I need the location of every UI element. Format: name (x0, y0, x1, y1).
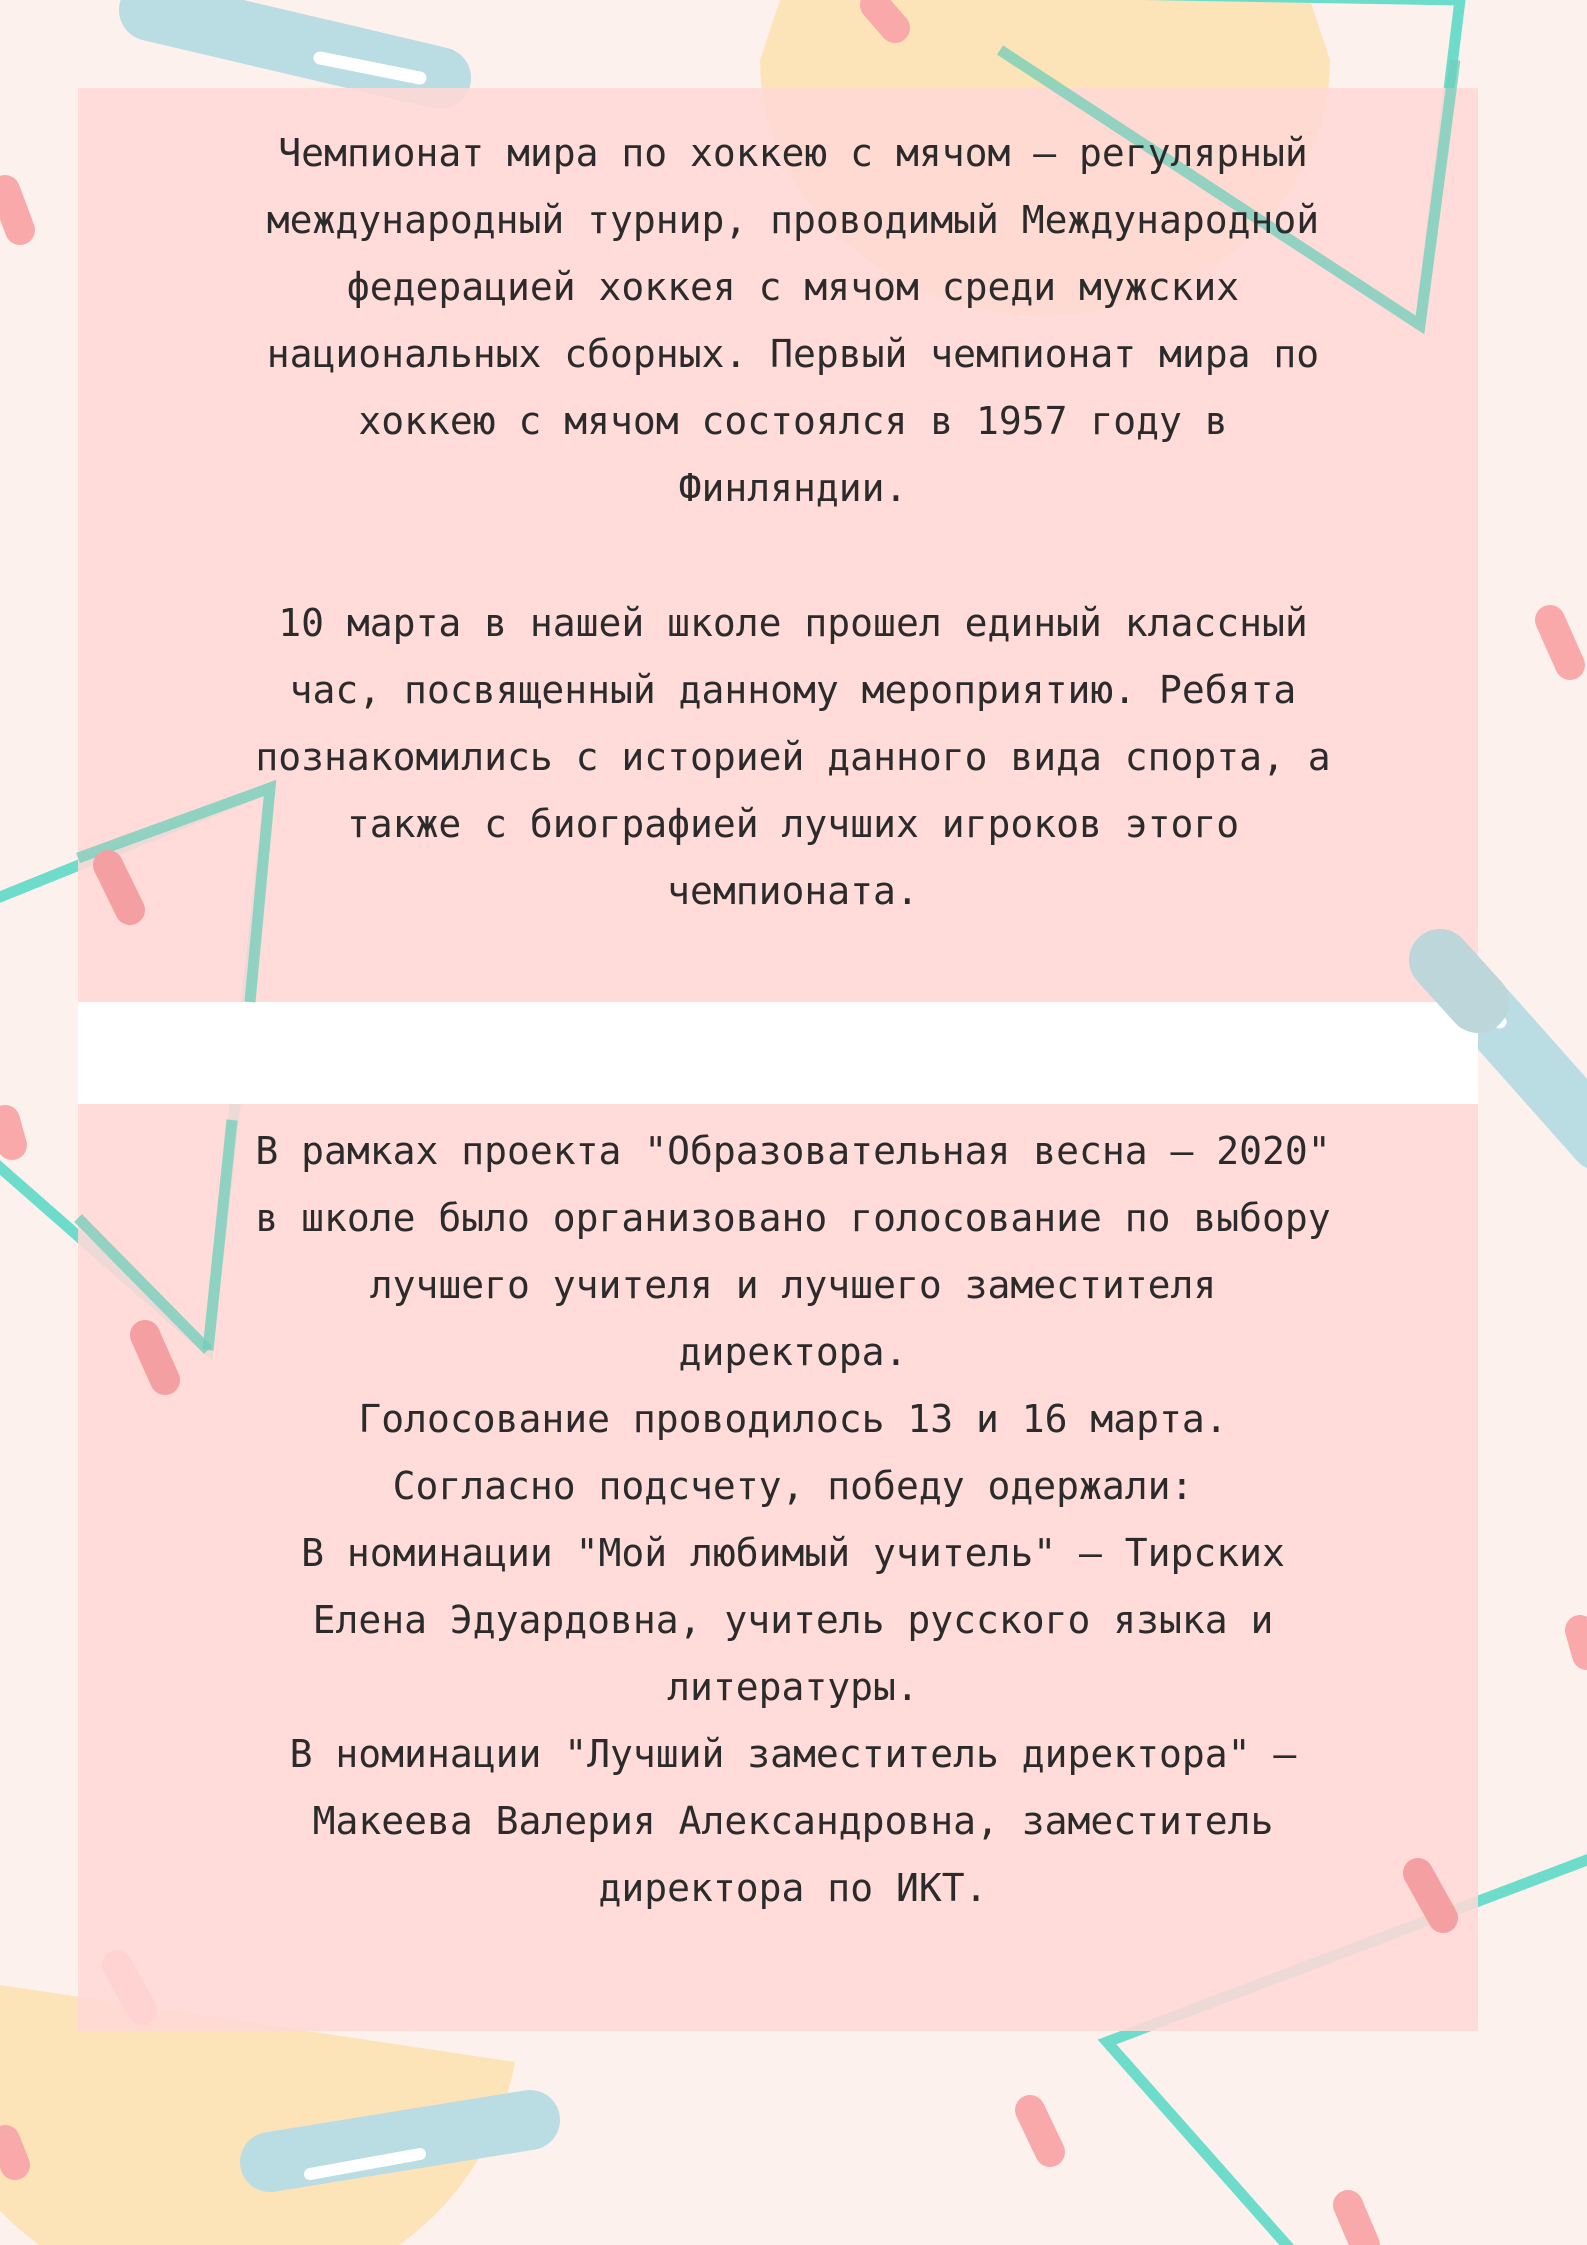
paragraph-teacher-vote: В рамках проекта "Образовательная весна – 2020" в школе было организовано голосование по выбору лучшего учителя и лучшего заместителя директора. Голосование проводилось 13 и 16 марта. Согласно подсчету, победу одержали: В номинации "Мой любимый учитель" – Тирских Елена Эдуардовна, учитель русского языка и литературы. В номинации "Лучший заместитель директора" – Макеева Валерия Александровна, заместитель директора по ИКТ. (255, 1129, 1331, 1910)
paragraph-class-hour: 10 марта в нашей школе прошел единый классный час, посвященный данному мероприятию. Ребята познакомились с историей данного вида спорта, а также с биографией лучших игроков этого чемпионата. (255, 601, 1331, 913)
paragraph-bandy-championship: Чемпионат мира по хоккею с мячом – регулярный международный турнир, проводимый Международной федерацией хоккея с мячом среди мужских национальных сборных. Первый чемпионат мира по хоккею с мячом состоялся в 1957 году в Финляндии. (266, 131, 1320, 510)
